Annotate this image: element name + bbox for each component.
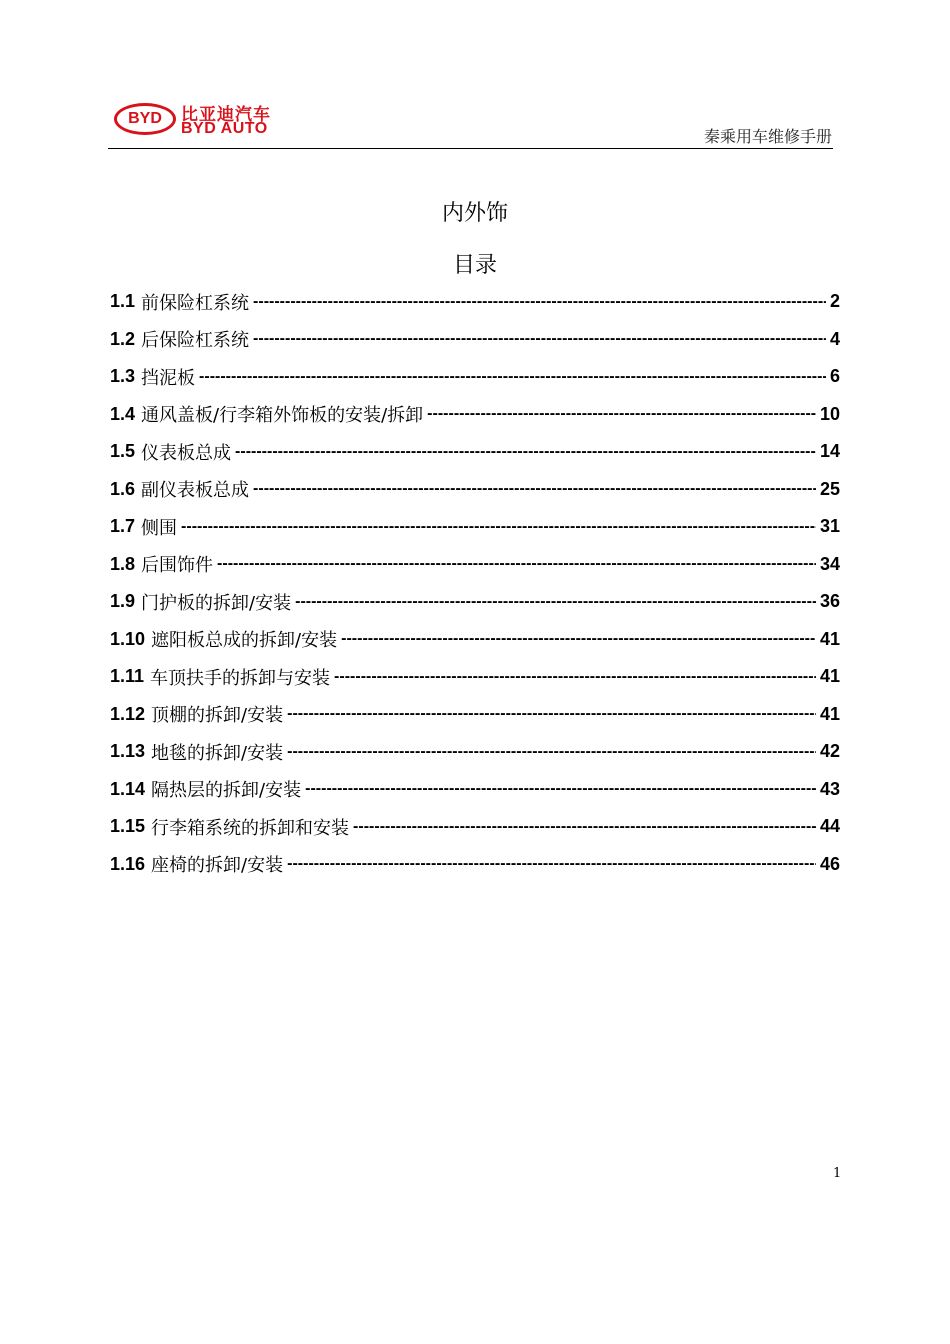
toc-entry[interactable] bbox=[110, 283, 840, 321]
toc-leader-dashes bbox=[253, 481, 816, 497]
toc-entry[interactable] bbox=[110, 508, 840, 546]
toc-entry-title: 通风盖板/行李箱外饰板的安装/拆卸 bbox=[141, 405, 424, 427]
toc-leader-dashes bbox=[287, 744, 816, 760]
toc-entry-title: 遮阳板总成的拆卸/安装 bbox=[151, 630, 338, 652]
toc-entry-page: 43 bbox=[819, 778, 840, 799]
toc-leader-dashes bbox=[334, 669, 816, 685]
toc-entry-number: 1.16 bbox=[110, 853, 146, 874]
toc-entry[interactable] bbox=[110, 433, 840, 471]
toc-entry-title: 挡泥板 bbox=[141, 367, 196, 389]
toc-entry-page: 6 bbox=[829, 366, 840, 387]
byd-oval-text: BYD bbox=[128, 110, 162, 127]
toc-leader-dashes bbox=[181, 519, 816, 535]
toc-entry-number: 1.6 bbox=[110, 478, 136, 499]
section-title: 内外饰 bbox=[441, 201, 508, 226]
logo-english-name: BYD AUTO bbox=[181, 120, 268, 137]
toc-leader-dashes bbox=[353, 819, 816, 835]
toc-leader-dashes bbox=[427, 406, 816, 422]
page-number: 1 bbox=[833, 1166, 842, 1181]
toc-entry[interactable] bbox=[110, 546, 840, 584]
toc-entry-number: 1.11 bbox=[110, 666, 145, 687]
toc-entry-number: 1.9 bbox=[110, 591, 136, 612]
toc-entry-title: 后保险杠系统 bbox=[141, 330, 250, 352]
logo-chinese-name: 比亚迪汽车 bbox=[181, 105, 271, 125]
toc-entry-page: 41 bbox=[819, 703, 840, 724]
toc-entry-page: 44 bbox=[819, 816, 840, 837]
toc-entry-title: 侧围 bbox=[141, 517, 178, 539]
toc-leader-dashes bbox=[199, 369, 826, 385]
toc-entry-title: 隔热层的拆卸/安装 bbox=[151, 780, 302, 802]
toc-entry[interactable] bbox=[110, 658, 840, 696]
toc-entry-page: 10 bbox=[819, 403, 840, 424]
header-divider bbox=[108, 148, 833, 149]
toc-leader-dashes bbox=[235, 444, 816, 460]
toc-entry-page: 34 bbox=[819, 553, 840, 574]
toc-leader-dashes bbox=[341, 631, 816, 647]
toc-entry[interactable] bbox=[110, 621, 840, 659]
table-of-contents bbox=[110, 283, 840, 883]
toc-entry-page: 31 bbox=[819, 516, 840, 537]
toc-entry-number: 1.4 bbox=[110, 403, 136, 424]
toc-entry[interactable] bbox=[110, 396, 840, 434]
toc-leader-dashes bbox=[287, 706, 816, 722]
toc-entry[interactable] bbox=[110, 471, 840, 509]
byd-oval-emblem bbox=[114, 103, 176, 135]
toc-entry-number: 1.13 bbox=[110, 741, 146, 762]
toc-entry-number: 1.7 bbox=[110, 516, 136, 537]
toc-entry-title: 仪表板总成 bbox=[141, 442, 232, 464]
toc-entry-page: 46 bbox=[819, 853, 840, 874]
toc-entry-title: 后围饰件 bbox=[141, 555, 214, 577]
toc-entry-number: 1.2 bbox=[110, 328, 136, 349]
byd-logo bbox=[114, 100, 294, 140]
toc-entry-number: 1.10 bbox=[110, 628, 146, 649]
toc-entry-title: 前保险杠系统 bbox=[141, 292, 250, 314]
toc-entry-title: 座椅的拆卸/安装 bbox=[151, 855, 284, 877]
toc-entry-title: 车顶扶手的拆卸与安装 bbox=[150, 667, 331, 689]
toc-title: 目录 bbox=[452, 253, 497, 278]
toc-leader-dashes bbox=[217, 556, 816, 572]
toc-entry-page: 36 bbox=[819, 591, 840, 612]
toc-entry-page: 2 bbox=[829, 291, 840, 312]
toc-entry-number: 1.3 bbox=[110, 366, 136, 387]
manual-title: 秦乘用车维修手册 bbox=[703, 127, 832, 146]
toc-leader-dashes bbox=[253, 294, 826, 310]
toc-entry-page: 4 bbox=[829, 328, 840, 349]
toc-entry[interactable] bbox=[110, 696, 840, 734]
toc-entry-page: 41 bbox=[819, 666, 840, 687]
toc-entry[interactable] bbox=[110, 321, 840, 359]
toc-entry[interactable] bbox=[110, 846, 840, 884]
toc-entry[interactable] bbox=[110, 358, 840, 396]
toc-entry[interactable] bbox=[110, 771, 840, 809]
toc-entry-page: 42 bbox=[819, 741, 840, 762]
toc-entry-number: 1.12 bbox=[110, 703, 146, 724]
toc-entry-number: 1.8 bbox=[110, 553, 136, 574]
toc-entry-number: 1.14 bbox=[110, 778, 146, 799]
toc-entry-number: 1.15 bbox=[110, 816, 146, 837]
toc-entry-title: 地毯的拆卸/安装 bbox=[151, 742, 284, 764]
toc-entry-title: 顶棚的拆卸/安装 bbox=[151, 705, 284, 727]
toc-leader-dashes bbox=[253, 331, 826, 347]
toc-entry-page: 14 bbox=[819, 441, 840, 462]
toc-leader-dashes bbox=[295, 594, 816, 610]
toc-entry[interactable] bbox=[110, 808, 840, 846]
toc-entry-page: 25 bbox=[819, 478, 840, 499]
toc-leader-dashes bbox=[305, 781, 816, 797]
toc-entry-number: 1.1 bbox=[110, 291, 136, 312]
toc-entry-page: 41 bbox=[819, 628, 840, 649]
toc-entry[interactable] bbox=[110, 583, 840, 621]
toc-entry-title: 副仪表板总成 bbox=[141, 480, 250, 502]
toc-entry-title: 行李箱系统的拆卸和安装 bbox=[151, 817, 350, 839]
toc-leader-dashes bbox=[287, 856, 816, 872]
toc-entry-number: 1.5 bbox=[110, 441, 136, 462]
toc-entry[interactable] bbox=[110, 733, 840, 771]
toc-entry-title: 门护板的拆卸/安装 bbox=[141, 592, 292, 614]
